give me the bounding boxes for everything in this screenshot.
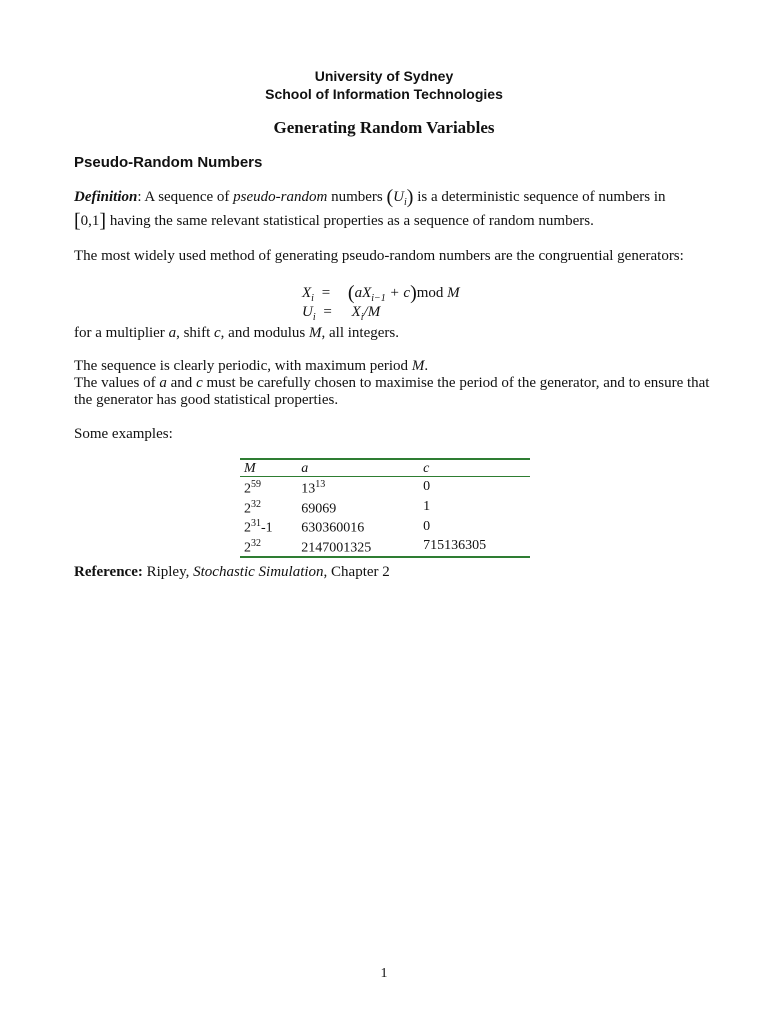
text-italic: M <box>411 358 425 374</box>
reference-chapter: , Chapter 2 <box>323 564 390 580</box>
period-line-1 <box>74 358 714 375</box>
eq-operator: mod <box>416 285 444 301</box>
equation-ui <box>302 304 380 323</box>
cell-c: 0 <box>423 479 431 495</box>
table-row <box>240 516 530 536</box>
cell-c: 0 <box>423 518 431 534</box>
eq-subscript: i <box>312 312 316 323</box>
cell-a: 630360016 <box>301 520 365 536</box>
definition-subscript: i <box>404 197 407 208</box>
eq-symbol: /M <box>363 304 381 320</box>
reference-line <box>74 564 714 581</box>
definition-interval: 0,1 <box>80 213 100 229</box>
text-run: must be carefully chosen to maximise the period of the generator, and to ensure that the generator has good statistical properties. <box>74 375 710 408</box>
table-row <box>240 477 530 497</box>
cell-c: 715136305 <box>419 536 530 557</box>
section-heading: Pseudo-Random Numbers <box>74 154 263 171</box>
text-run: , shift <box>176 325 214 341</box>
text-italic: a <box>159 375 167 391</box>
congruential-intro: The most widely used method of generating pseudo-random numbers are the congruential generators: <box>74 248 684 264</box>
examples-intro: Some examples: <box>74 426 173 442</box>
cell-M: $2^{31}-1$ <box>244 518 273 536</box>
page-title: Generating Random Variables <box>273 118 495 137</box>
university-name: University of Sydney <box>314 68 454 84</box>
cell-M: $2^{32}$ <box>240 536 297 557</box>
text-run: and <box>166 375 197 391</box>
definition-text: numbers <box>327 189 387 205</box>
cell-a: 69069 <box>301 501 337 517</box>
period-line-2 <box>74 375 714 409</box>
eq-symbol: X <box>351 304 361 320</box>
cell-a: 2147001325 <box>297 536 419 557</box>
eq-subscript: i <box>311 293 314 304</box>
cell-M: $2^{59}$ <box>244 479 261 497</box>
text-run: , and modulus <box>220 325 309 341</box>
definition-text: having the same relevant statistical properties as a sequence of random numbers. <box>106 213 594 229</box>
parameters-line <box>74 325 714 342</box>
definition-term: Definition <box>74 189 138 205</box>
table-row <box>240 497 530 517</box>
equation-xi: $X_i = (aX_{i-1} + c)mod$ M <box>302 282 460 304</box>
eq-symbol: M <box>447 285 460 301</box>
reference-author: Ripley, <box>142 564 194 580</box>
text-run: The sequence is clearly periodic, with maximum period <box>74 358 412 374</box>
eq-symbol: + c <box>389 285 411 301</box>
eq-operator: = <box>323 304 332 320</box>
definition-line-2: [0,1] having the same relevant statistical properties as a sequence of random numbers. <box>74 210 594 232</box>
text-italic: c <box>196 375 203 391</box>
text-run: . <box>424 358 429 374</box>
cell-c: 1 <box>423 498 431 514</box>
eq-symbol: X <box>302 285 312 301</box>
page-number: 1 <box>380 966 388 981</box>
text-run: , all integers. <box>321 325 399 341</box>
cell-a: $13^{13}$ <box>301 479 326 497</box>
period-paragraph <box>74 358 714 409</box>
eq-symbol: aX <box>354 285 372 301</box>
definition-text: is a deterministic sequence of numbers in <box>413 189 666 205</box>
definition-text: : A sequence of <box>137 189 234 205</box>
definition-line-1: Definition: A sequence of pseudo-random numbers $(U_i)$ is a deterministic sequence of numbers in <box>74 186 666 208</box>
school-name: School of Information Technologies <box>265 86 503 102</box>
reference-label: Reference: <box>74 564 143 580</box>
definition-emphasis: pseudo-random <box>233 189 328 205</box>
table-row <box>240 536 530 557</box>
text-italic: M <box>309 325 322 341</box>
cell-M: $2^{32}$ <box>244 498 261 517</box>
eq-symbol: U <box>302 304 313 320</box>
eq-subscript: i−1 <box>371 293 386 304</box>
definition-paragraph <box>74 186 714 232</box>
eq-subscript: i <box>360 312 364 323</box>
text-run: for a multiplier <box>74 325 169 341</box>
examples-table <box>240 458 530 558</box>
text-run: The values of <box>74 375 160 391</box>
text-italic: c <box>213 325 221 341</box>
definition-symbol: U <box>393 189 405 205</box>
reference-book: Stochastic Simulation <box>193 564 324 580</box>
column-header-c: c <box>419 459 530 477</box>
table-header-row <box>240 459 530 477</box>
eq-operator: = <box>321 285 331 301</box>
text-italic: a <box>168 325 177 341</box>
column-header-a: a <box>297 459 419 477</box>
column-header-M: M <box>240 459 297 477</box>
